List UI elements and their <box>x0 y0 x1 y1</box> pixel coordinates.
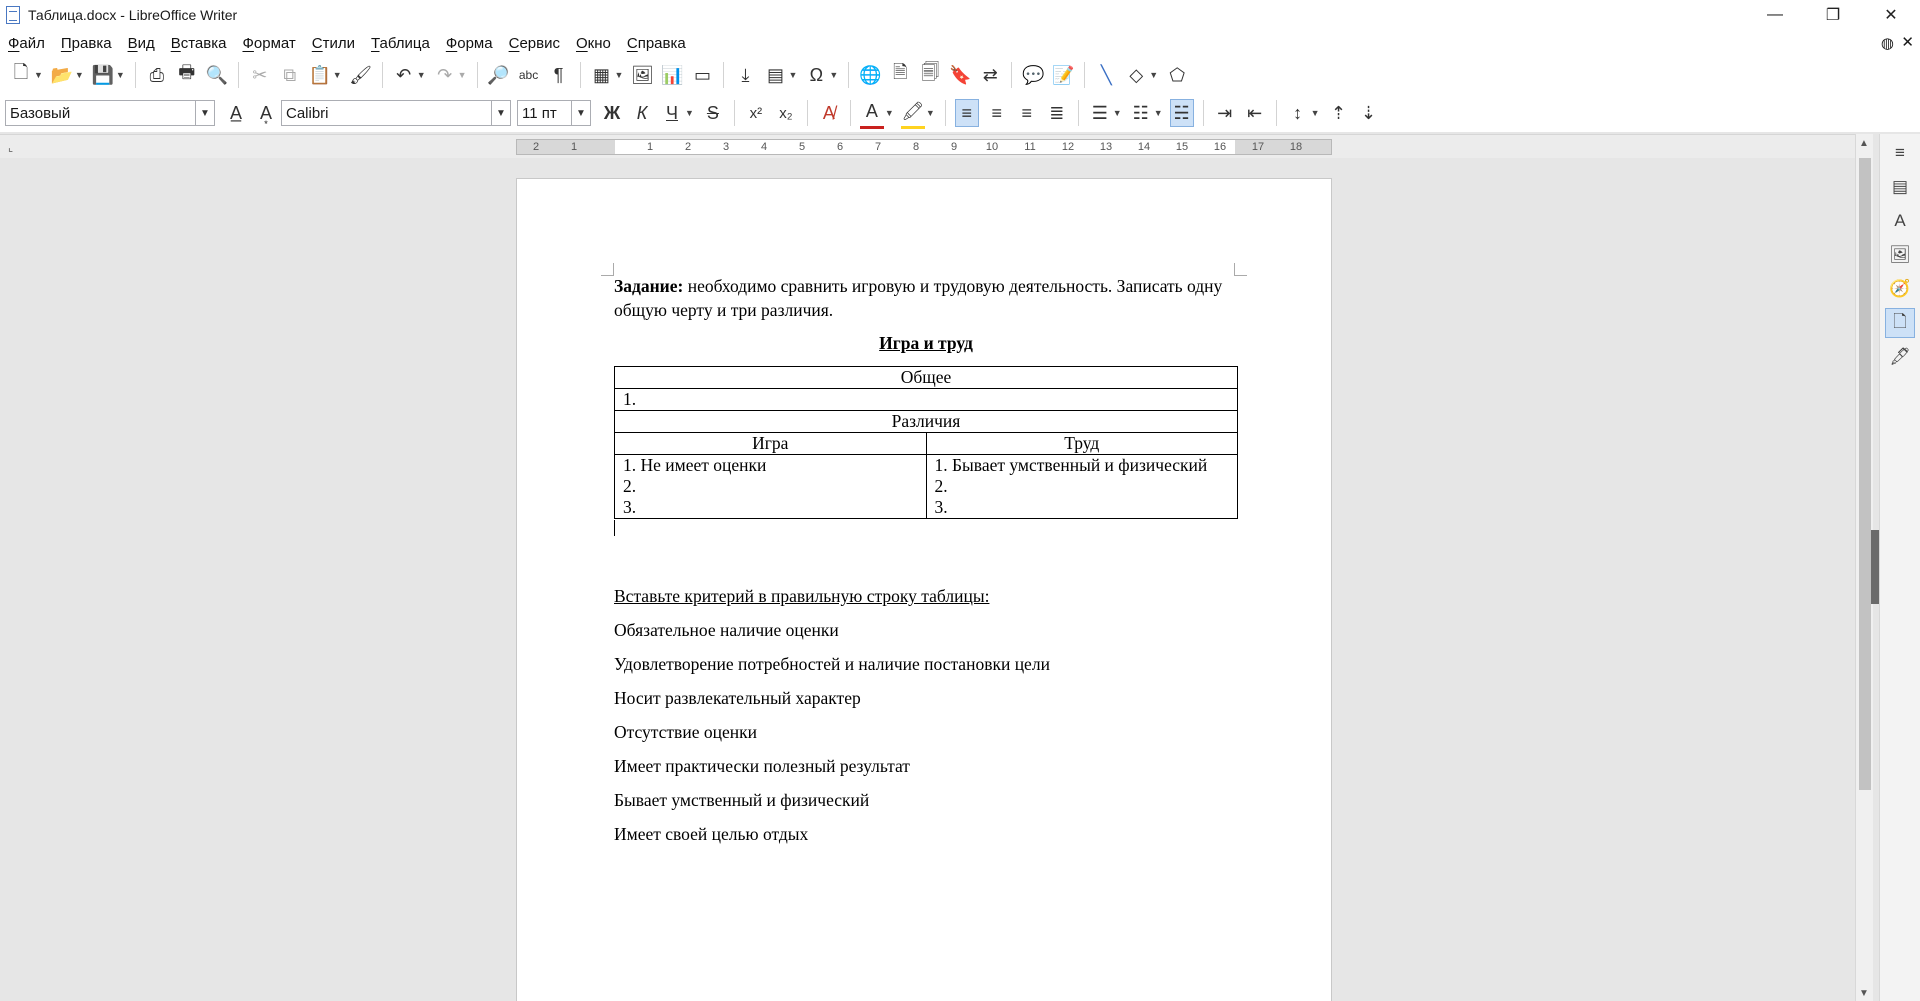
criteria-item[interactable]: Имеет практически полезный результат <box>614 756 910 776</box>
comparison-table[interactable] <box>614 366 1238 519</box>
increase-indent-icon[interactable]: ⇥ <box>1217 102 1233 123</box>
font-size-value: 11 пт <box>522 104 557 122</box>
chevron-down-icon[interactable]: ▼ <box>685 108 694 118</box>
ruler-label: 1 <box>646 141 654 153</box>
align-left-icon[interactable]: ≡ <box>955 99 979 127</box>
separator <box>807 100 808 126</box>
ruler-label: 10 <box>985 141 999 153</box>
separator <box>848 62 849 88</box>
criteria-item[interactable]: Имеет своей целью отдых <box>614 824 809 844</box>
footnote-icon[interactable]: 🗎 <box>893 62 908 82</box>
styles-icon[interactable]: A <box>1894 211 1906 230</box>
separator <box>580 62 581 88</box>
separator <box>1276 100 1277 126</box>
ruler-label: 8 <box>912 141 920 153</box>
endnote-icon[interactable]: 🗐 <box>921 62 940 82</box>
ruler-label: 5 <box>798 141 806 153</box>
insert-textbox-icon[interactable]: ▭ <box>693 64 711 85</box>
title-bar <box>0 0 1920 30</box>
table-cell-diff-header[interactable]: Различия <box>615 411 1238 433</box>
menu-format[interactable]: Формат <box>242 34 296 52</box>
window-controls <box>1746 0 1920 30</box>
formatting-marks-icon[interactable]: ¶ <box>553 64 564 85</box>
window-title: Таблица.docx - LibreOffice Writer <box>28 7 238 23</box>
criteria-item[interactable]: Удовлетворение потребностей и наличие постановки цели <box>614 654 1050 674</box>
clear-formatting-icon[interactable]: A̸ <box>822 102 835 123</box>
sidebar-menu-icon[interactable]: ≡ <box>1895 143 1905 162</box>
formatting-toolbar <box>0 94 1920 132</box>
chevron-down-icon[interactable]: ▼ <box>1112 108 1122 118</box>
ruler-label: 13 <box>1099 141 1113 153</box>
ruler-label: 2 <box>532 141 540 153</box>
chevron-down-icon[interactable]: ▼ <box>491 101 510 125</box>
print-preview-icon[interactable]: 🔍 <box>205 64 228 85</box>
chevron-down-icon[interactable]: ▼ <box>1310 108 1320 118</box>
clone-formatting-icon[interactable]: 🖌 <box>349 64 373 85</box>
ruler-label: 2 <box>684 141 692 153</box>
scrollbar-thumb[interactable] <box>1859 158 1871 790</box>
sidebar-collapse-handle[interactable] <box>1871 530 1879 604</box>
separator <box>850 100 851 126</box>
separator <box>734 100 735 126</box>
strikethrough-button[interactable]: S <box>706 102 719 123</box>
paragraph-style-value: Базовый <box>10 104 71 122</box>
document-heading[interactable]: Игра и труд <box>879 333 973 353</box>
ruler-label <box>593 140 631 154</box>
list-item: 2. <box>934 476 948 496</box>
hyperlink-icon[interactable]: 🌐 <box>859 64 882 85</box>
menu-form[interactable]: Форма <box>445 34 493 52</box>
menu-file[interactable]: Файл <box>8 34 45 52</box>
separator <box>477 62 478 88</box>
insert-table-icon[interactable]: ▦ <box>593 64 611 85</box>
menu-table[interactable]: Таблица <box>371 34 430 52</box>
align-center-icon[interactable]: ≡ <box>991 102 1003 123</box>
cut-icon[interactable]: ✂ <box>252 64 268 85</box>
chevron-down-icon[interactable]: ▼ <box>829 70 839 80</box>
criteria-title[interactable]: Вставьте критерий в правильную строку таблицы: <box>614 586 990 606</box>
ruler-ticks <box>517 140 1333 154</box>
increase-paragraph-spacing-icon[interactable]: ⇡ <box>1330 102 1347 123</box>
criteria-item[interactable]: Бывает умственный и физический <box>614 790 870 810</box>
criteria-item[interactable]: Отсутствие оценки <box>614 722 757 742</box>
separator <box>1011 62 1012 88</box>
ruler-label: 16 <box>1213 141 1227 153</box>
table-cell-col-game[interactable]: Игра <box>615 433 927 455</box>
page-content[interactable] <box>614 274 1238 846</box>
ruler-label: 17 <box>1251 141 1265 153</box>
ruler-label: 11 <box>1024 141 1036 153</box>
font-color-icon[interactable]: A <box>860 98 884 129</box>
basic-shapes-icon[interactable]: ◇ <box>1129 64 1144 85</box>
menu-insert[interactable]: Вставка <box>170 34 227 52</box>
bookmark-icon[interactable]: 🔖 <box>949 64 972 85</box>
tab-stop-selector[interactable]: ⌞ <box>8 142 14 154</box>
subscript-button[interactable]: x₂ <box>779 104 793 122</box>
criteria-item[interactable]: Носит развлекательный характер <box>614 688 861 708</box>
navigator-icon[interactable]: 🧭 <box>1889 279 1911 298</box>
ruler-label: 18 <box>1289 141 1303 153</box>
paragraph-style-select[interactable] <box>5 100 215 126</box>
horizontal-ruler[interactable] <box>516 139 1332 155</box>
paste-icon[interactable]: 📋 <box>308 64 331 85</box>
document-area[interactable] <box>0 158 1855 1001</box>
numbered-list-icon[interactable]: ☷ <box>1132 102 1149 123</box>
separator <box>135 62 136 88</box>
menu-window[interactable]: Окно <box>575 34 611 52</box>
task-text: необходимо сравнить игровую и трудовую деятельность. Записать одну общую черту и три различия. <box>614 276 1223 320</box>
undo-icon[interactable]: ↶ <box>396 64 412 85</box>
cross-reference-icon[interactable]: ⇄ <box>982 64 998 85</box>
track-changes-icon[interactable]: 📝 <box>1052 64 1075 85</box>
font-name-value: Calibri <box>286 104 329 122</box>
highlight-color-icon[interactable]: 🖍 <box>901 98 925 129</box>
ruler-label: 4 <box>760 141 768 153</box>
print-icon[interactable]: 🖶 <box>178 62 196 82</box>
ruler-label: 3 <box>722 141 730 153</box>
ruler-label: 14 <box>1137 141 1151 153</box>
ruler-label: 15 <box>1175 141 1189 153</box>
separator <box>1203 100 1204 126</box>
scroll-up-icon[interactable]: ▲ <box>1859 138 1869 149</box>
minimize-button[interactable]: — <box>1767 6 1783 23</box>
chevron-down-icon[interactable]: ▼ <box>884 108 894 118</box>
menu-styles[interactable]: Стили <box>311 34 356 52</box>
menu-bar <box>0 30 1920 56</box>
special-character-icon[interactable]: Ω <box>809 64 824 85</box>
menu-help[interactable]: Справка <box>626 34 686 52</box>
document-page[interactable] <box>516 178 1332 1001</box>
chevron-down-icon[interactable]: ▼ <box>332 70 342 80</box>
margin-corner-mark <box>601 263 614 276</box>
list-item: 2. <box>623 476 637 496</box>
separator <box>382 62 383 88</box>
separator <box>723 62 724 88</box>
save-icon[interactable]: 💾 <box>91 64 115 85</box>
update-style-icon[interactable]: A̲ <box>229 102 242 123</box>
decrease-paragraph-spacing-icon[interactable]: ⇣ <box>1360 102 1377 123</box>
close-document-icon[interactable]: ✕ <box>1901 34 1914 51</box>
italic-button[interactable]: К <box>636 102 648 123</box>
page-icon[interactable]: 🗋 <box>1885 308 1915 338</box>
underline-button[interactable]: Ч <box>666 102 678 123</box>
comment-icon[interactable]: 💬 <box>1022 64 1045 85</box>
font-size-select[interactable] <box>517 100 591 126</box>
new-document-icon[interactable]: 🗋 <box>13 62 29 82</box>
standard-toolbar <box>0 56 1920 94</box>
chevron-down-icon[interactable]: ▼ <box>74 70 84 80</box>
close-window-button[interactable]: ✕ <box>1884 7 1898 24</box>
separator <box>1078 100 1079 126</box>
decrease-indent-icon[interactable]: ⇤ <box>1247 102 1263 123</box>
insert-image-icon[interactable]: 🖼 <box>631 64 654 85</box>
justify-icon[interactable]: ≣ <box>1049 102 1065 123</box>
bullet-list-icon[interactable]: ☰ <box>1091 102 1108 123</box>
globe-icon[interactable]: ◍ <box>1880 35 1894 52</box>
table-cell-common-row[interactable]: 1. <box>615 389 1238 411</box>
sidebar-deck <box>1879 134 1920 1001</box>
style-inspector-icon[interactable]: 🖋 <box>1889 347 1911 366</box>
chevron-down-icon[interactable]: ▼ <box>195 101 214 125</box>
align-right-icon[interactable]: ≡ <box>1021 102 1033 123</box>
horizontal-ruler-area <box>0 134 1855 159</box>
font-name-select[interactable] <box>281 100 511 126</box>
chevron-down-icon[interactable]: ▼ <box>788 70 798 80</box>
criteria-item[interactable]: Обязательное наличие оценки <box>614 620 839 640</box>
chevron-down-icon[interactable]: ▼ <box>571 101 590 125</box>
export-pdf-icon[interactable]: ⎙ <box>149 64 164 85</box>
table-cell-work-items[interactable] <box>926 455 1238 519</box>
menu-edit[interactable]: Правка <box>60 34 112 52</box>
ruler-label: 7 <box>874 141 882 153</box>
insert-field-icon[interactable]: ▤ <box>766 64 784 85</box>
redo-icon[interactable]: ↷ <box>437 64 453 85</box>
superscript-button[interactable]: x² <box>749 104 763 122</box>
task-paragraph[interactable] <box>614 274 1238 322</box>
line-spacing-icon[interactable]: ↕ <box>1293 102 1303 123</box>
table-cell-common-header[interactable]: Общее <box>615 367 1238 389</box>
separator <box>238 62 239 88</box>
find-replace-icon[interactable]: 🔎 <box>487 64 510 85</box>
chevron-down-icon[interactable]: ▼ <box>1153 108 1163 118</box>
chevron-down-icon[interactable]: ▼ <box>34 70 43 80</box>
task-label: Задание: <box>614 276 684 296</box>
chevron-down-icon[interactable]: ▼ <box>416 70 426 80</box>
maximize-button[interactable]: ❐ <box>1825 7 1841 24</box>
gallery-icon[interactable]: 🖼 <box>1889 245 1911 264</box>
scroll-down-icon[interactable]: ▼ <box>1859 988 1869 999</box>
spellcheck-icon[interactable]: abc <box>518 68 539 82</box>
chevron-down-icon[interactable]: ▼ <box>115 70 125 80</box>
insert-chart-icon[interactable]: 📊 <box>661 64 684 85</box>
ruler-label: 12 <box>1061 141 1075 153</box>
chevron-down-icon[interactable]: ▼ <box>925 108 935 118</box>
menu-view[interactable]: Вид <box>127 34 155 52</box>
ruler-label: 1 <box>570 141 578 153</box>
line-icon[interactable]: ╲ <box>1100 64 1112 85</box>
list-item: 3. <box>934 497 948 517</box>
menu-tools[interactable]: Сервис <box>508 34 560 52</box>
separator <box>1084 62 1085 88</box>
list-item: 1. Бывает умственный и физический <box>934 455 1208 475</box>
outline-list-icon[interactable]: ☵ <box>1170 99 1194 127</box>
chevron-down-icon[interactable]: ▼ <box>1149 70 1159 80</box>
list-item: 1. Не имеет оценки <box>623 455 767 475</box>
new-style-icon[interactable]: A͙ <box>259 102 272 123</box>
properties-icon[interactable]: ▤ <box>1891 177 1909 196</box>
page-break-icon[interactable]: ⤓ <box>741 64 750 85</box>
text-cursor <box>614 520 615 536</box>
chevron-down-icon[interactable]: ▼ <box>457 70 467 80</box>
copy-icon[interactable]: ⧉ <box>283 64 297 85</box>
table-cell-col-work[interactable]: Труд <box>926 433 1238 455</box>
list-item: 3. <box>623 497 637 517</box>
separator <box>945 100 946 126</box>
ruler-label: 9 <box>950 141 958 153</box>
draw-functions-icon[interactable]: ⬠ <box>1169 64 1186 85</box>
bold-button[interactable]: Ж <box>603 102 621 123</box>
ruler-label: 6 <box>836 141 844 153</box>
writer-document-icon <box>6 6 20 24</box>
open-folder-icon[interactable]: 📂 <box>50 64 74 85</box>
table-cell-game-items[interactable] <box>615 455 927 519</box>
chevron-down-icon[interactable]: ▼ <box>614 70 624 80</box>
